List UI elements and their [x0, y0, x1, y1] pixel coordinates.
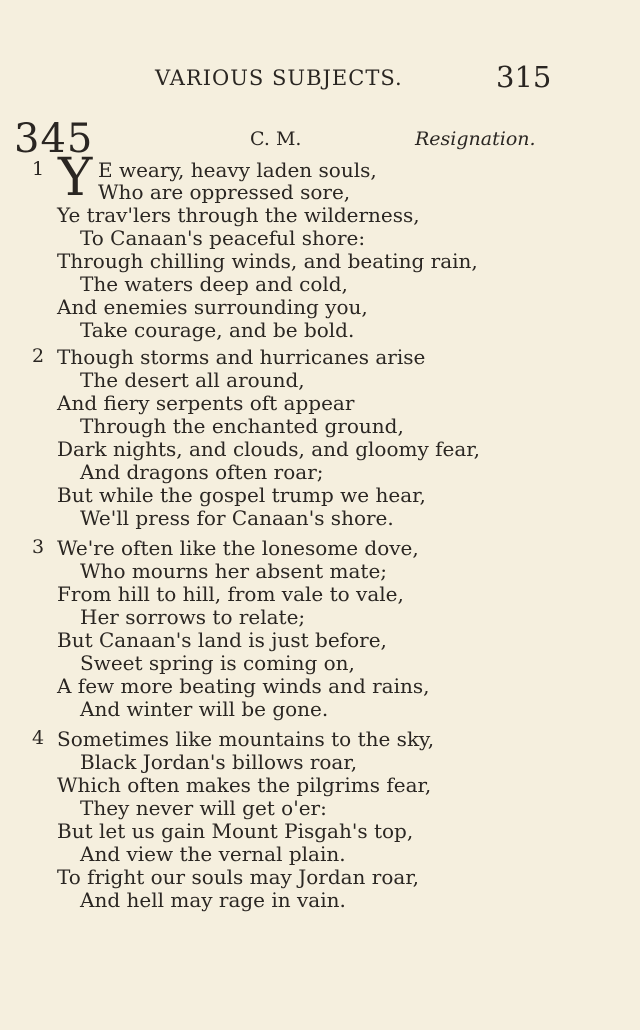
verse-line: To fright our souls may Jordan roar, — [57, 865, 420, 889]
stanza-number: 1 — [32, 158, 45, 180]
verse-line: But Canaan's land is just before, — [57, 628, 387, 652]
verse-line: But let us gain Mount Pisgah's top, — [57, 819, 414, 843]
verse-line: Dark nights, and clouds, and gloomy fear, — [57, 437, 480, 461]
verse-line: And hell may rage in vain. — [80, 888, 346, 912]
verse-line: Ye trav'lers through the wilderness, — [57, 203, 420, 227]
verse-line: Black Jordan's billows roar, — [80, 750, 358, 774]
verse-line: And winter will be gone. — [80, 697, 329, 721]
verse-line: Through chilling winds, and beating rain, — [57, 249, 478, 273]
stanza-number: 2 — [32, 345, 45, 367]
verse-line: And dragons often roar; — [80, 460, 324, 484]
verse-line: They never will get o'er: — [80, 796, 327, 820]
verse-line: And fiery serpents oft appear — [57, 391, 355, 415]
verse-line: E weary, heavy laden souls, — [98, 158, 377, 182]
verse-line: The waters deep and cold, — [80, 272, 348, 296]
verse-line: Take courage, and be bold. — [80, 318, 355, 342]
verse-line: To Canaan's peaceful shore: — [80, 226, 366, 250]
verse-line: And view the vernal plain. — [80, 842, 346, 866]
verse-line: But while the gospel trump we hear, — [57, 483, 426, 507]
verse-line: The desert all around, — [80, 368, 305, 392]
verse-line: And enemies surrounding you, — [57, 295, 368, 319]
verse-line: From hill to hill, from vale to vale, — [57, 582, 404, 606]
verse-line: We're often like the lonesome dove, — [57, 536, 419, 560]
verse-line: Though storms and hurricanes arise — [57, 345, 426, 369]
page-number: 315 — [496, 60, 552, 94]
verse-line: Sweet spring is coming on, — [80, 651, 355, 675]
verse-line: We'll press for Canaan's shore. — [80, 506, 394, 530]
hymn-number: 345 — [14, 116, 94, 162]
verse-line: Which often makes the pilgrims fear, — [57, 773, 432, 797]
stanza-number: 3 — [32, 536, 45, 558]
verse-line: Who are oppressed sore, — [98, 180, 351, 204]
verse-line: Her sorrows to relate; — [80, 605, 306, 629]
hymn-meter: C. M. — [250, 128, 302, 150]
verse-line: Sometimes like mountains to the sky, — [57, 727, 435, 751]
verse-line: Through the enchanted ground, — [80, 414, 404, 438]
running-head: VARIOUS SUBJECTS. — [155, 66, 403, 90]
verse-line: Who mourns her absent mate; — [80, 559, 388, 583]
tune-name: Resignation. — [415, 128, 536, 150]
drop-cap: Y — [58, 148, 93, 208]
verse-line: A few more beating winds and rains, — [57, 674, 430, 698]
stanza-number: 4 — [32, 727, 45, 749]
